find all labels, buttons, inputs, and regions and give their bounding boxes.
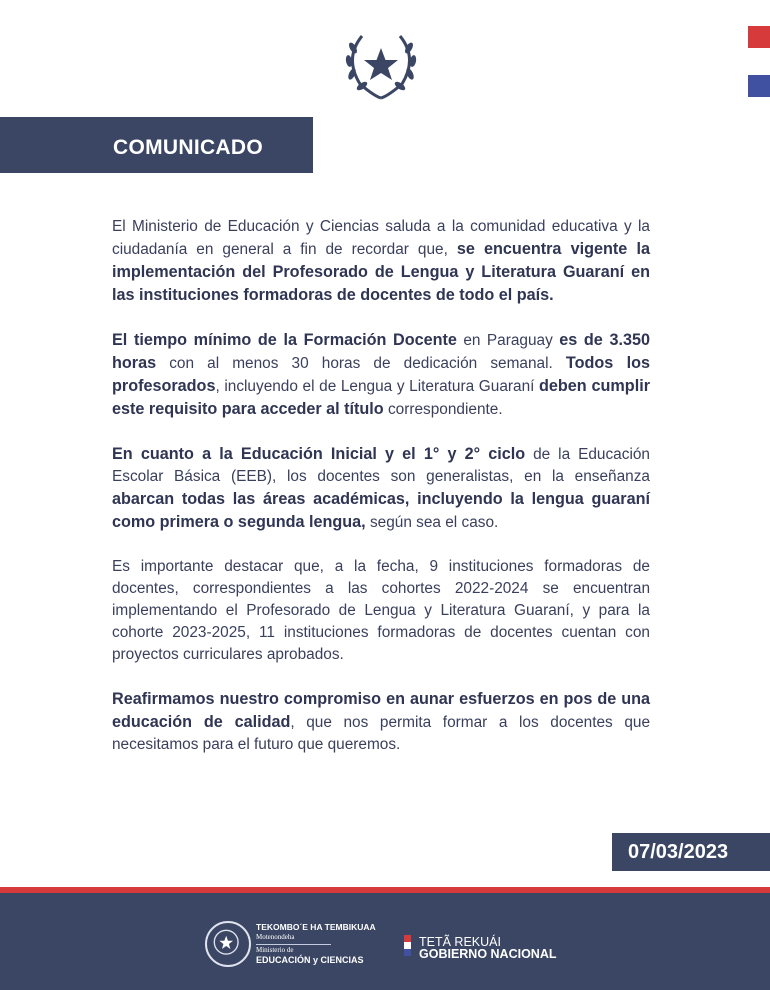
bold-text: abarcan todas las áreas académicas, incluyendo la lengua guaraní como primera o segunda lengua, — [112, 490, 650, 531]
paraguay-flag-icon — [404, 935, 411, 956]
government-name: GOBIERNO NACIONAL — [419, 947, 557, 961]
ministry-divider — [256, 944, 331, 945]
bold-text: se encuentra vigente la implementación del Profesorado de Lengua y Literatura Guaraní en las instituciones formadoras de docentes de todo el país. — [112, 240, 650, 304]
text: , incluyendo el de Lengua y Literatura Guaraní — [215, 378, 540, 395]
paragraph — [112, 443, 650, 534]
comunicado-heading: COMUNICADO — [0, 117, 313, 173]
text: Es importante destacar que, a la fecha, 9 instituciones formadoras de docentes, correspondientes a las cohortes 2022-2024 se encuentran implementando el Profesorado de Lengua y Literatura Guaraní, y para la cohorte 2023-2025, 11 instituciones formadoras de docentes cuentan con proyectos curriculares aprobados. — [112, 558, 650, 663]
ministry-name: EDUCACIÓN y CIENCIAS — [256, 955, 364, 965]
ministry-guarani-subtitle: Motenondeha — [256, 933, 295, 941]
bold-text: Todos los profesorados — [112, 354, 650, 395]
ministry-guarani-name: TEKOMBO´E HA TEMBIKUAA — [256, 922, 376, 932]
paragraph — [112, 329, 650, 421]
bold-text: es de 3.350 horas — [112, 331, 650, 372]
star-laurel-emblem-icon — [340, 28, 422, 100]
text: en Paraguay — [456, 332, 560, 349]
national-seal-icon — [205, 921, 251, 967]
red-square-decoration — [748, 26, 770, 48]
text: con al menos 30 horas de dedicación semanal. — [156, 355, 566, 372]
paragraph — [112, 688, 650, 756]
ministry-prefix: Ministerio de — [256, 946, 294, 954]
text: correspondiente. — [383, 401, 503, 418]
text: El Ministerio de Educación y Ciencias saluda a la comunidad educativa y la ciudadanía en general a fin de recordar que, — [112, 218, 650, 258]
blue-square-decoration — [748, 75, 770, 97]
bold-text: El tiempo mínimo de la Formación Docente — [112, 331, 457, 349]
paragraph — [112, 556, 650, 666]
footer — [0, 893, 770, 990]
text: de la Educación Escolar Básica (EEB), los docentes son generalistas, en la enseñanza — [112, 446, 650, 485]
text: , que nos permita formar a los docentes que necesitamos para el futuro que queremos. — [112, 714, 650, 753]
text: según sea el caso. — [365, 514, 499, 531]
paragraph — [112, 216, 650, 307]
bold-text: Reafirmamos nuestro compromiso en aunar esfuerzos en pos de una educación de calidad — [112, 690, 650, 731]
government-guarani-name: TETÃ REKUÁI — [419, 935, 501, 949]
announcement-body — [112, 216, 650, 778]
publication-date: 07/03/2023 — [612, 833, 770, 871]
bold-text: deben cumplir este requisito para acceder al título — [112, 377, 650, 418]
bold-text: En cuanto a la Educación Inicial y el 1° y 2° ciclo — [112, 445, 526, 463]
